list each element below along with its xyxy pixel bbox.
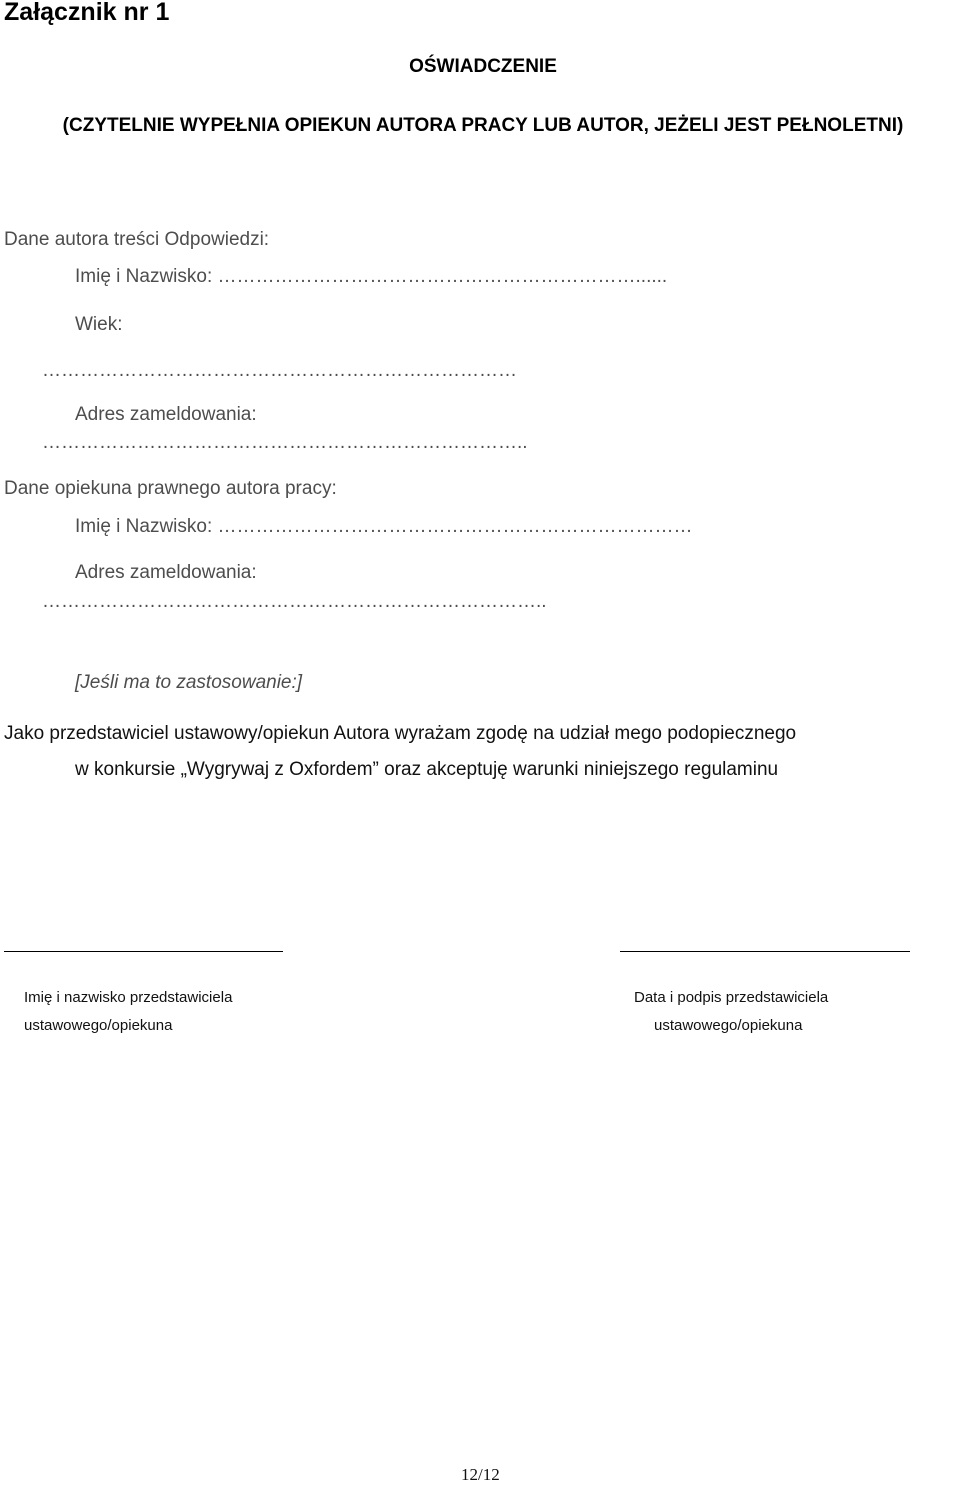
author-address-field: …………………………………………………………………..	[42, 432, 528, 453]
author-age-field: …………………………………………………………………	[42, 360, 517, 381]
right-signature-caption-1: Data i podpis przedstawiciela	[634, 989, 829, 1006]
guardian-address-label: Adres zameldowania:	[75, 562, 257, 583]
conditional-note: [Jeśli ma to zastosowanie:]	[75, 672, 303, 693]
guardian-address-field: ……………………………………………………………………..	[42, 591, 547, 612]
guardian-name-field: Imię i Nazwisko: …………………………………………………………………	[75, 516, 693, 537]
consent-line-2: w konkursie „Wygrywaj z Oxfordem” oraz akceptuję warunki niniejszego regulaminu	[75, 759, 779, 780]
author-address-label: Adres zameldowania:	[75, 404, 257, 425]
left-signature-caption-2: ustawowego/opiekuna	[24, 1017, 173, 1034]
author-section-header: Dane autora treści Odpowiedzi:	[4, 229, 270, 250]
left-signature-caption-1: Imię i nazwisko przedstawiciela	[24, 989, 233, 1006]
right-signature-line	[620, 951, 910, 952]
author-age-label: Wiek:	[75, 314, 123, 335]
consent-line-1: Jako przedstawiciel ustawowy/opiekun Autora wyrażam zgodę na udział mego podopiecznego	[4, 723, 797, 744]
document-title: Załącznik nr 1	[4, 0, 170, 26]
left-signature-line	[4, 951, 283, 952]
statement-subheading: (CZYTELNIE WYPEŁNIA OPIEKUN AUTORA PRACY LUB AUTOR, JEŻELI JEST PEŁNOLETNI)	[62, 115, 904, 136]
page-number: 12/12	[461, 1465, 500, 1484]
right-signature-caption-2: ustawowego/opiekuna	[654, 1017, 803, 1034]
guardian-section-header: Dane opiekuna prawnego autora pracy:	[4, 478, 337, 499]
author-name-field: Imię i Nazwisko: …………………………………………………………......	[75, 266, 668, 287]
statement-heading: OŚWIADCZENIE	[409, 56, 557, 77]
